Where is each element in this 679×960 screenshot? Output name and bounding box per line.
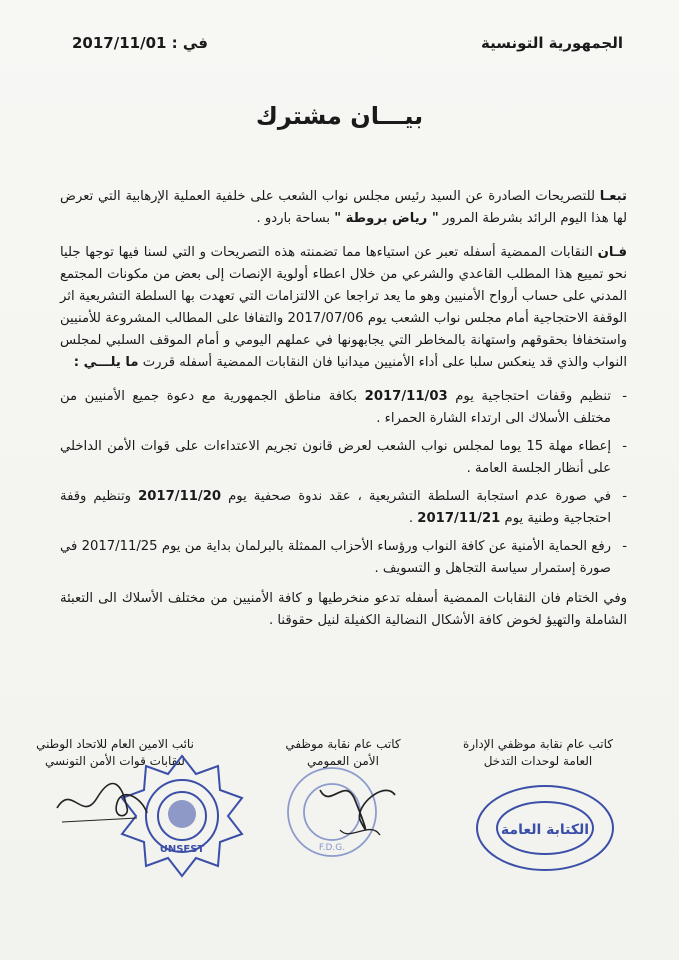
document-body — [60, 186, 627, 644]
closing-paragraph: وفي الختام فان النقابات الممضية أسفله تدعو منخرطيها و كافة الأمنيين من مختلف الأسلاك الى التعبئة الشاملة والتهيؤ لخوض كافة الأشكال النضالية الكفيلة لنيل حقوقنا . — [60, 591, 627, 628]
document-title: بيـــان مشترك — [255, 102, 424, 130]
list-item: - رفع الحماية الأمنية عن كافة النواب ورؤساء الأحزاب الممثلة بالبرلمان بداية من يوم 2017/11/25 في صورة إستمرار سياسة التجاهل و التسويف . — [60, 536, 627, 580]
intro-text: للتصريحات الصادرة عن السيد رئيس مجلس نواب الشعب على خلفية العملية الإرهابية التي تعرض لها هذا اليوم الرائد بشرطة المرور — [60, 189, 627, 226]
signature-left-icon — [52, 778, 152, 828]
main-paragraph — [60, 242, 627, 374]
republic-header: الجمهورية التونسية — [481, 34, 623, 52]
stamp-left-text: UNSFST — [159, 844, 205, 855]
stamp-center-text: F.D.G. — [318, 843, 346, 853]
list-item: - تنظيم وقفات احتجاجية يوم 2017/11/03 بكافة مناطق الجمهورية مع دعوة جميع الأمنيين من مختلف الأسلاك الى ارتداء الشارة الحمراء . — [60, 386, 627, 430]
signature-block-right: كاتب عام نقابة موظفي الإدارة العامة لوحدات التدخل — [462, 737, 614, 768]
intro-lead: تبعـا — [599, 189, 627, 204]
document-date: في : 2017/11/01 — [72, 34, 208, 52]
signature-block-left: نائب الامين العام للاتحاد الوطني لنقابات قوات الأمن التونسي — [36, 737, 194, 768]
decisions-list — [60, 386, 627, 580]
signature-center-icon — [300, 770, 410, 850]
stamp-right-text: الكتابة العامة — [500, 822, 590, 838]
intro-tail: بساحة باردو . — [256, 211, 335, 226]
para2-text: النقابات الممضية أسفله تعبر عن استياءها مما تضمنته هذه التصريحات و التي لسنا فيها توجها جليا نحو تمييع هذا المطلب القاعدي والشرعي من خلال اعطاء أولوية الإنصات إلى بعض من مكونات المجتمع المدني على حساب أرواح الأمنيين وهو ما يعد تراجعا عن الالتزامات التي تعهدت بها السلطة التشريعية اثر الوقفة الاحتجاجية أمام مجلس نواب الشعب يوم 2017/07/06 والتفافا على المطالب المشروعة للأمنيين واستخفافا بحقوقهم واستهانة بالمخاطر التي يجابهونها في عملهم اليومي و أمام الموقف السلبي لمجلس النواب والذي قد ينعكس سلبا على أداء الأمنيين ميدانيا فان النقابات الممضية أسفله قررت — [60, 245, 627, 370]
para2-lead: فـان — [597, 245, 627, 260]
list-item: - إعطاء مهلة 15 يوما لمجلس نواب الشعب لعرض قانون تجريم الاعتداءات على قوات الأمن الداخلي على أنظار الجلسة العامة . — [60, 436, 627, 480]
decided-label: ما يلـــي : — [73, 355, 139, 370]
union-stamp-right — [470, 778, 620, 878]
officer-name: " رياض بروطة " — [334, 211, 439, 226]
intro-paragraph — [60, 186, 627, 230]
signature-block-center: كاتب عام نقابة موظفي الأمن العمومي — [285, 737, 401, 768]
list-item: - في صورة عدم استجابة السلطة التشريعية ، عقد ندوة صحفية يوم 2017/11/20 وتنظيم وقفة احتجاجية وطنية يوم 2017/11/21 . — [60, 486, 627, 530]
